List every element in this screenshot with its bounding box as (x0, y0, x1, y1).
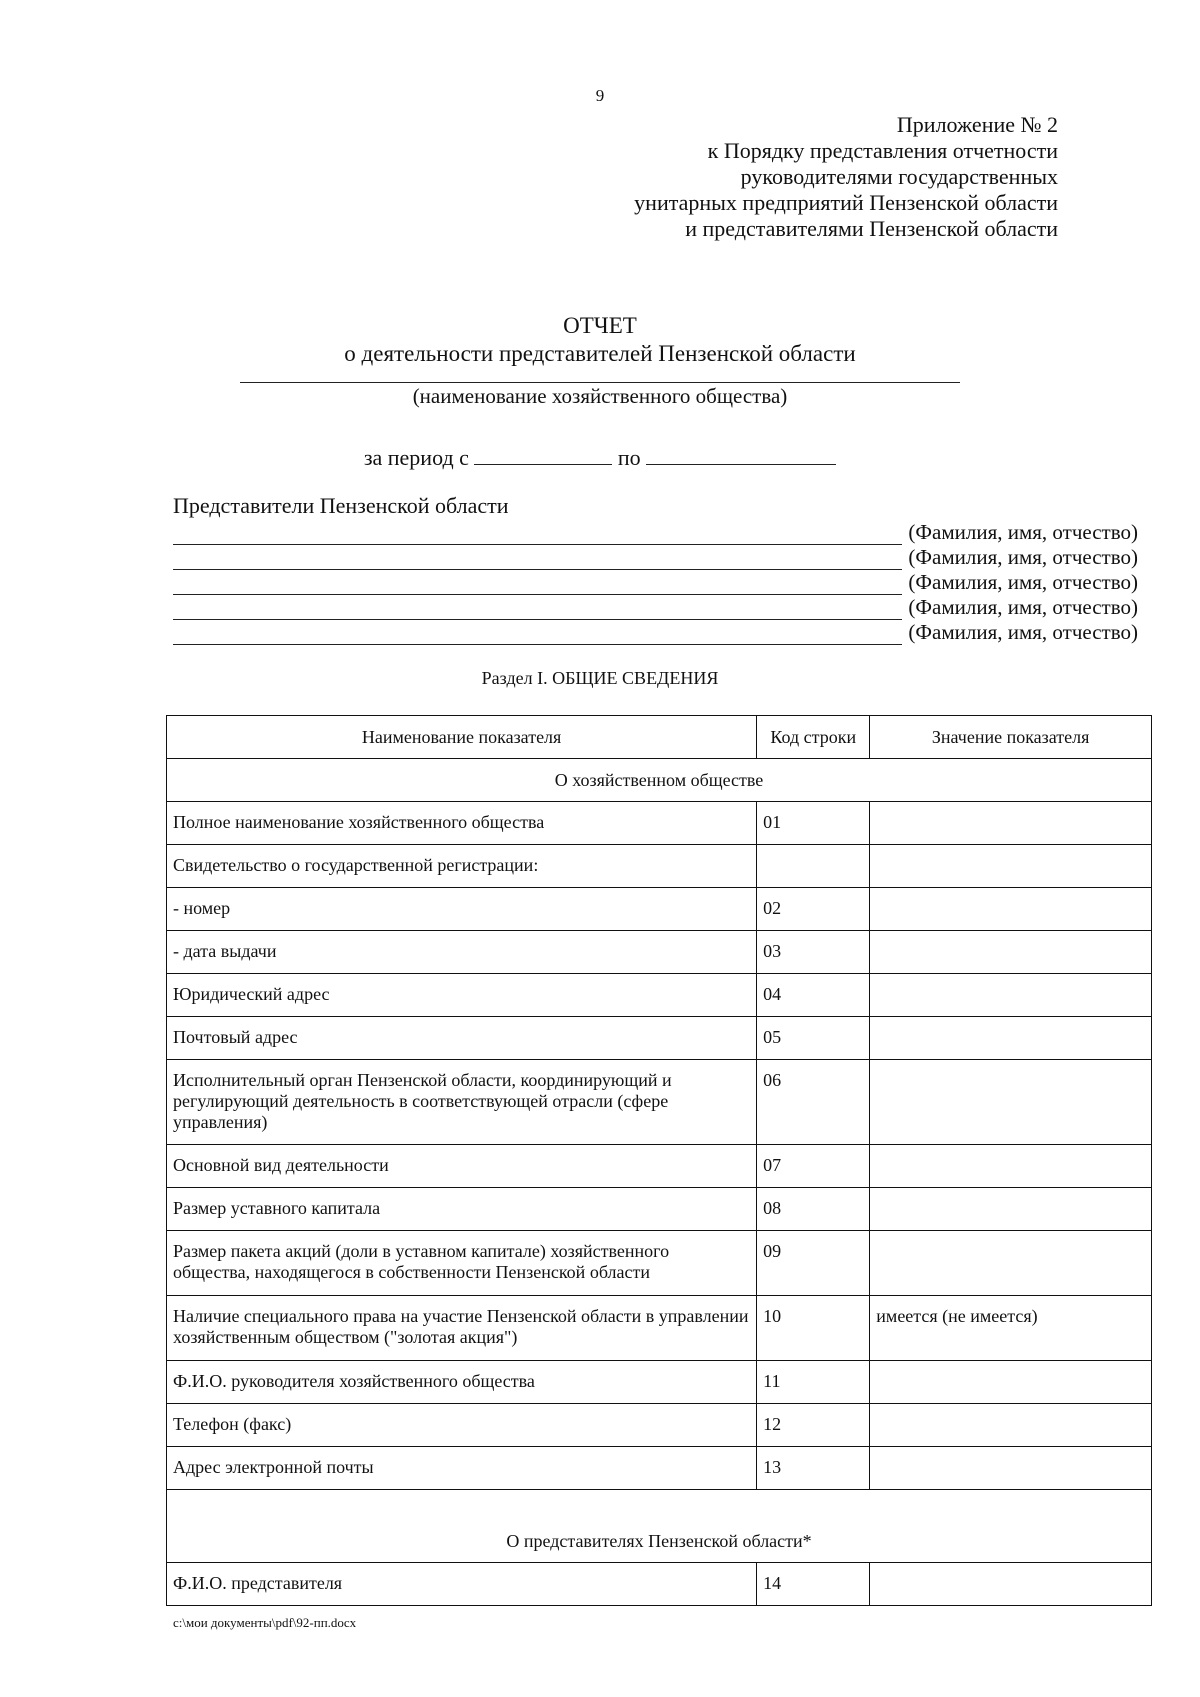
appendix-line: к Порядку представления отчетности (707, 138, 1058, 163)
period-prefix: за период с (363, 445, 469, 470)
indicator-value (870, 1145, 1152, 1188)
row-code: 13 (757, 1447, 870, 1490)
representative-row (173, 570, 1138, 595)
representative-row (173, 620, 1138, 645)
indicator-value (870, 845, 1152, 888)
org-name-blank-line (240, 368, 960, 383)
page-number: 9 (595, 86, 605, 105)
header-row-code: Код строки (757, 716, 870, 759)
table-row (167, 845, 1152, 888)
representative-blank (173, 627, 902, 645)
header-indicator-value: Значение показателя (870, 716, 1152, 759)
group-title: О представителях Пензенской области* (167, 1490, 1152, 1563)
indicator-name: Телефон (факс) (167, 1404, 757, 1447)
indicator-value: имеется (не имеется) (870, 1296, 1152, 1361)
indicator-name: Ф.И.О. представителя (167, 1563, 757, 1606)
indicator-value (870, 974, 1152, 1017)
indicator-value (870, 931, 1152, 974)
indicator-value (870, 1060, 1152, 1145)
indicator-name: Размер пакета акций (доли в уставном капитале) хозяйственного общества, находящегося в собственности Пензенской области (167, 1231, 757, 1296)
row-code: 09 (757, 1231, 870, 1296)
table-row (167, 931, 1152, 974)
table-row (167, 1188, 1152, 1231)
table-row (167, 888, 1152, 931)
row-code: 02 (757, 888, 870, 931)
file-path-footer: c:\мои документы\pdf\92-пп.docx (173, 1615, 357, 1630)
fio-label: (Фамилия, имя, отчество) (908, 570, 1138, 594)
indicator-name: Свидетельство о государственной регистрации: (167, 845, 757, 888)
appendix-line: унитарных предприятий Пензенской области (634, 190, 1058, 215)
report-title: ОТЧЕТ (563, 313, 637, 338)
representative-row (173, 595, 1138, 620)
indicator-name: Основной вид деятельности (167, 1145, 757, 1188)
row-code: 12 (757, 1404, 870, 1447)
table-row (167, 1145, 1152, 1188)
appendix-line: и представителями Пензенской области (685, 216, 1058, 241)
indicator-name: Почтовый адрес (167, 1017, 757, 1060)
indicator-value (870, 1404, 1152, 1447)
table-row (167, 802, 1152, 845)
row-code: 10 (757, 1296, 870, 1361)
table-group-row (167, 1490, 1152, 1563)
row-code: 01 (757, 802, 870, 845)
table-row (167, 1563, 1152, 1606)
table-group-row (167, 759, 1152, 802)
row-code: 11 (757, 1361, 870, 1404)
indicator-value (870, 888, 1152, 931)
indicator-value (870, 1447, 1152, 1490)
indicator-value (870, 1017, 1152, 1060)
period-to-blank (646, 446, 836, 465)
table-row (167, 974, 1152, 1017)
table-row (167, 1017, 1152, 1060)
row-code: 08 (757, 1188, 870, 1231)
row-code: 06 (757, 1060, 870, 1145)
table-header-row (167, 716, 1152, 759)
representatives-list (173, 520, 1138, 645)
representative-blank (173, 552, 902, 570)
row-code (757, 845, 870, 888)
indicator-name: Ф.И.О. руководителя хозяйственного общества (167, 1361, 757, 1404)
header-indicator-name: Наименование показателя (167, 716, 757, 759)
indicator-name: Полное наименование хозяйственного общества (167, 802, 757, 845)
representative-row (173, 545, 1138, 570)
appendix-heading (634, 112, 1058, 242)
table-row (167, 1231, 1152, 1296)
section-title: Раздел I. ОБЩИЕ СВЕДЕНИЯ (481, 668, 719, 688)
fio-label: (Фамилия, имя, отчество) (908, 620, 1138, 644)
table-row (167, 1361, 1152, 1404)
fio-label: (Фамилия, имя, отчество) (908, 520, 1138, 544)
row-code: 14 (757, 1563, 870, 1606)
indicator-value (870, 1231, 1152, 1296)
group-title: О хозяйственном обществе (167, 759, 1152, 802)
indicator-name: Адрес электронной почты (167, 1447, 757, 1490)
fio-label: (Фамилия, имя, отчество) (908, 545, 1138, 569)
row-code: 07 (757, 1145, 870, 1188)
indicator-value (870, 1188, 1152, 1231)
indicator-name: - номер (167, 888, 757, 931)
indicator-name: Юридический адрес (167, 974, 757, 1017)
appendix-line: руководителями государственных (740, 164, 1058, 189)
row-code: 03 (757, 931, 870, 974)
period-middle: по (617, 445, 641, 470)
row-code: 05 (757, 1017, 870, 1060)
table-row (167, 1404, 1152, 1447)
indicator-name: - дата выдачи (167, 931, 757, 974)
fio-label: (Фамилия, имя, отчество) (908, 595, 1138, 619)
indicator-value (870, 1563, 1152, 1606)
indicator-name: Размер уставного капитала (167, 1188, 757, 1231)
representative-blank (173, 527, 902, 545)
appendix-line: Приложение № 2 (896, 112, 1058, 137)
period-from-blank (474, 446, 612, 465)
indicator-value (870, 802, 1152, 845)
representative-blank (173, 577, 902, 595)
representative-row (173, 520, 1138, 545)
table-row (167, 1296, 1152, 1361)
general-info-table (166, 715, 1152, 1606)
table-row (167, 1447, 1152, 1490)
indicator-value (870, 1361, 1152, 1404)
report-title-block (0, 312, 1200, 410)
indicator-name: Наличие специального права на участие Пензенской области в управлении хозяйственным обществом ("золотая акция") (167, 1296, 757, 1361)
representatives-heading: Представители Пензенской области (173, 493, 509, 518)
period-line (0, 445, 1200, 471)
table-row (167, 1060, 1152, 1145)
report-subtitle: о деятельности представителей Пензенской области (344, 341, 856, 366)
org-name-caption: (наименование хозяйственного общества) (412, 384, 788, 408)
representative-blank (173, 602, 902, 620)
indicator-name: Исполнительный орган Пензенской области, координирующий и регулирующий деятельность в соответствующей отрасли (сфере управления) (167, 1060, 757, 1145)
row-code: 04 (757, 974, 870, 1017)
